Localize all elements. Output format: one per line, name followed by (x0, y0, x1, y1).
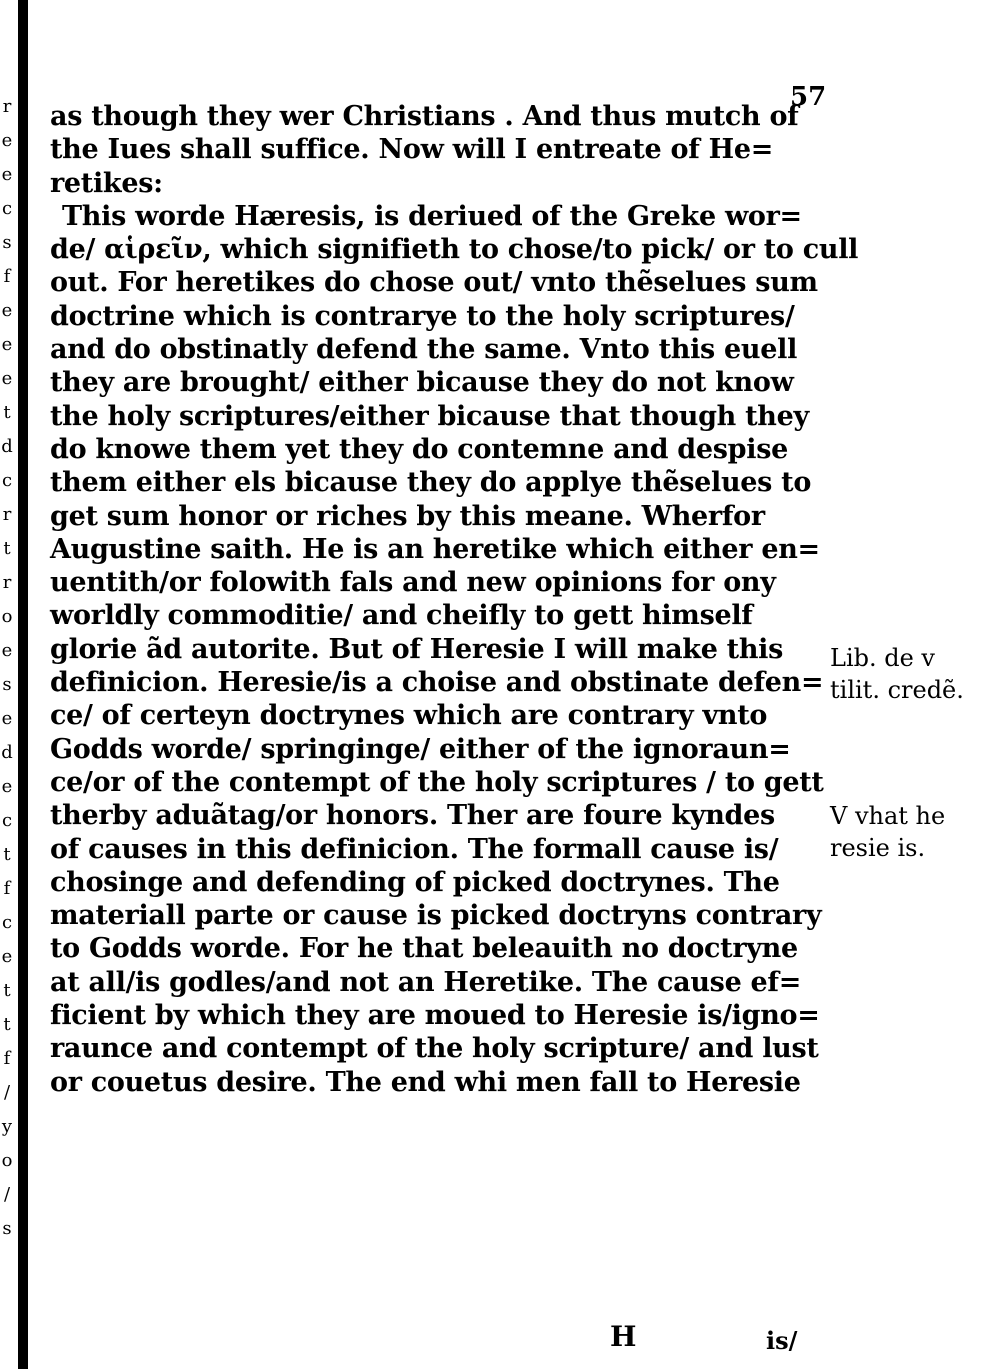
text-line: materiall parte or cause is picked doctryns contrary (50, 900, 822, 932)
text-line: get sum honor or riches by this meane. Wherfor (50, 500, 765, 532)
text-line: them either els bicause they do applye thẽselues to (50, 467, 812, 499)
signature-mark: H (610, 1320, 637, 1353)
text-line: do knowe them yet they do contemne and despise (50, 433, 788, 465)
text-line: as though they wer Christians . And thus mutch of (50, 101, 799, 132)
text-line: chosinge and defending of picked doctrynes. The (50, 866, 780, 898)
edge-letter: c (1, 470, 13, 491)
text-line: and do obstinatly defend the same. Vnto this euell (50, 334, 798, 366)
edge-letter: d (1, 742, 13, 763)
edge-letter: e (1, 334, 13, 355)
edge-letter: t (3, 402, 11, 423)
text-line: ce/or of the contempt of the holy scriptures / to gett (50, 766, 824, 798)
facing-page-edge-letters (0, 90, 14, 1330)
margin-note-line: resie is. (830, 834, 926, 862)
edge-letter: r (2, 572, 12, 593)
edge-letter: s (2, 1218, 12, 1239)
edge-letter: / (3, 1082, 11, 1103)
edge-letter: e (1, 130, 13, 151)
edge-letter: e (1, 368, 13, 389)
edge-letter: c (1, 810, 13, 831)
edge-letter: / (3, 1184, 11, 1205)
page-number: 57 (790, 82, 827, 112)
edge-letter: e (1, 640, 13, 661)
text-line: the holy scriptures/either bicause that though they (50, 400, 809, 432)
catchword: is/ (766, 1326, 798, 1355)
text-line: definicion. Heresie/is a choise and obstinate defen= (50, 667, 824, 699)
text-line: Godds worde/ springinge/ either of the ignoraun= (50, 733, 791, 765)
edge-letter: r (2, 504, 12, 525)
edge-letter: e (1, 946, 13, 967)
edge-letter: f (3, 1048, 11, 1069)
edge-letter: d (1, 436, 13, 457)
edge-letter: c (1, 912, 13, 933)
margin-note-augustine (830, 642, 964, 706)
text-line: glorie ãd autorite. But of Heresie I will make this (50, 633, 784, 665)
text-line: This worde Hæresis, is deriued of the Greke wor= (62, 200, 802, 232)
margin-note-what-heresie-is (830, 800, 945, 864)
text-line: to Godds worde. For he that beleauith no doctryne (50, 933, 798, 965)
edge-letter: e (1, 300, 13, 321)
text-line: raunce and contempt of the holy scripture/ and lust (50, 1033, 819, 1065)
edge-letter: t (3, 1014, 11, 1035)
edge-letter: t (3, 844, 11, 865)
margin-note-line: tilit. credẽ. (830, 676, 964, 704)
text-line: uentith/or folowith fals and new opinions for ony (50, 567, 776, 599)
text-line: doctrine which is contrarye to the holy scriptures/ (50, 300, 795, 332)
edge-letter: f (3, 266, 11, 287)
text-line: ficient by which they are moued to Heresie is/igno= (50, 1000, 820, 1032)
edge-letter: o (1, 606, 13, 627)
edge-letter: r (2, 96, 12, 117)
text-line: out. For heretikes do chose out/ vnto thẽselues sum (50, 267, 818, 299)
text-line: or couetus desire. The end whi men fall to Heresie (50, 1066, 801, 1098)
margin-note-line: Lib. de v (830, 644, 935, 672)
text-line: ce/ of certeyn doctrynes which are contrary vnto (50, 700, 768, 732)
edge-letter: e (1, 708, 13, 729)
edge-letter: o (1, 1150, 13, 1171)
text-line: they are brought/ either bicause they do not know (50, 367, 794, 399)
edge-letter: e (1, 164, 13, 185)
edge-letter: c (1, 198, 13, 219)
margin-note-line: V vhat he (830, 802, 946, 830)
text-line: Augustine saith. He is an heretike which either en= (50, 533, 820, 565)
text-line: at all/is godles/and not an Heretike. The cause ef= (50, 966, 802, 998)
edge-letter: s (2, 232, 12, 253)
page-gutter-bar (18, 0, 28, 1369)
edge-letter: y (1, 1116, 13, 1137)
edge-letter: s (2, 674, 12, 695)
text-line: the Iues shall suffice. Now will I entreate of He= (50, 134, 774, 166)
text-line: therby aduãtag/or honors. Ther are foure kyndes (50, 800, 775, 832)
text-line: de/ αἱρεῖν, which signifieth to chose/to pick/ or to cull (50, 234, 859, 266)
edge-letter: f (3, 878, 11, 899)
text-line: of causes in this definicion. The formall cause is/ (50, 833, 779, 865)
body-text (50, 100, 859, 1099)
edge-letter: e (1, 776, 13, 797)
text-line: worldly commoditie/ and cheifly to gett himself (50, 600, 753, 632)
text-line: retikes: (50, 167, 163, 199)
edge-letter: t (3, 980, 11, 1001)
edge-letter: t (3, 538, 11, 559)
